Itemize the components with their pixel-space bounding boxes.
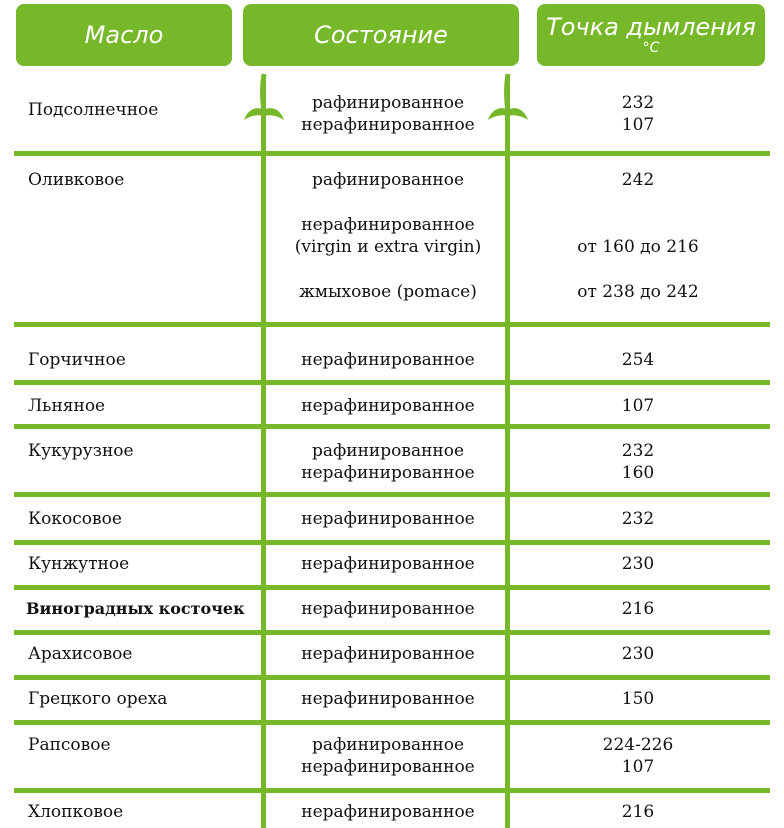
- row-separator: [14, 630, 770, 635]
- header-state-label: Состояние: [314, 21, 448, 49]
- smoke-point-value: 232: [621, 93, 655, 113]
- state-text: нерафинированное: [301, 689, 475, 709]
- smoke-point-value: 230: [621, 554, 655, 574]
- oil-name: Рапсовое: [28, 735, 111, 755]
- smoke-point-value: 254: [621, 350, 655, 370]
- oil-name: Подсолнечное: [28, 100, 159, 120]
- header-unit-label: °C: [642, 40, 660, 56]
- state-text: нерафинированное: [301, 644, 475, 664]
- row-separator: [14, 322, 770, 327]
- header-oil-label: Масло: [84, 21, 164, 49]
- header-state: [243, 4, 519, 66]
- state-text: нерафинированное: [301, 554, 475, 574]
- state-text: рафинированное: [311, 735, 465, 755]
- oil-name: Кокосовое: [28, 509, 122, 529]
- header-smoke-point: [537, 4, 765, 66]
- state-text: нерафинированное: [301, 802, 475, 822]
- state-text: нерафинированное: [301, 350, 475, 370]
- smoke-point-value: 216: [621, 599, 655, 619]
- state-text: жмыховое (pomace): [299, 282, 477, 302]
- smoke-point-value: 160: [621, 463, 655, 483]
- oil-name: Хлопковое: [28, 802, 124, 822]
- oil-name: Оливковое: [28, 170, 125, 190]
- state-text: нерафинированное: [301, 757, 475, 777]
- row-separator: [14, 675, 770, 680]
- oil-name: Кукурузное: [28, 441, 134, 461]
- smoke-point-value: 224-226: [602, 735, 674, 755]
- state-text: нерафинированное: [301, 396, 475, 416]
- smoke-point-value: 107: [621, 757, 655, 777]
- state-text: нерафинированное: [301, 215, 475, 235]
- state-text: рафинированное: [311, 93, 465, 113]
- oil-name: Виноградных косточек: [26, 599, 245, 618]
- row-separator: [14, 424, 770, 429]
- smoke-point-value: 107: [621, 396, 655, 416]
- header-oil: [16, 4, 232, 66]
- smoke-point-value: от 160 до 216: [577, 237, 699, 257]
- smoke-point-value: 232: [621, 509, 655, 529]
- header-smoke-point-label: Точка дымления: [546, 13, 756, 41]
- state-text: рафинированное: [311, 441, 465, 461]
- row-separator: [14, 788, 770, 793]
- smoke-point-value: 107: [621, 115, 655, 135]
- row-separator: [14, 720, 770, 725]
- smoke-point-value: 230: [621, 644, 655, 664]
- state-text: нерафинированное: [301, 115, 475, 135]
- oil-name: Льняное: [28, 396, 106, 416]
- smoke-point-value: 232: [621, 441, 655, 461]
- state-text: рафинированное: [311, 170, 465, 190]
- state-text: нерафинированное: [301, 463, 475, 483]
- oil-name: Грецкого ореха: [28, 689, 168, 709]
- row-separator: [14, 585, 770, 590]
- oil-name: Кунжутное: [28, 554, 130, 574]
- state-text: нерафинированное: [301, 599, 475, 619]
- smoke-point-value: 150: [621, 689, 655, 709]
- row-separator: [14, 540, 770, 545]
- oil-name: Арахисовое: [28, 644, 133, 664]
- oil-name: Горчичное: [28, 350, 126, 370]
- state-text: (virgin и extra virgin): [294, 237, 482, 257]
- smoke-point-value: 242: [621, 170, 655, 190]
- row-separator: [14, 492, 770, 497]
- row-separator: [14, 151, 770, 156]
- row-separator: [14, 380, 770, 385]
- smoke-point-value: 216: [621, 802, 655, 822]
- smoke-point-value: от 238 до 242: [577, 282, 699, 302]
- state-text: нерафинированное: [301, 509, 475, 529]
